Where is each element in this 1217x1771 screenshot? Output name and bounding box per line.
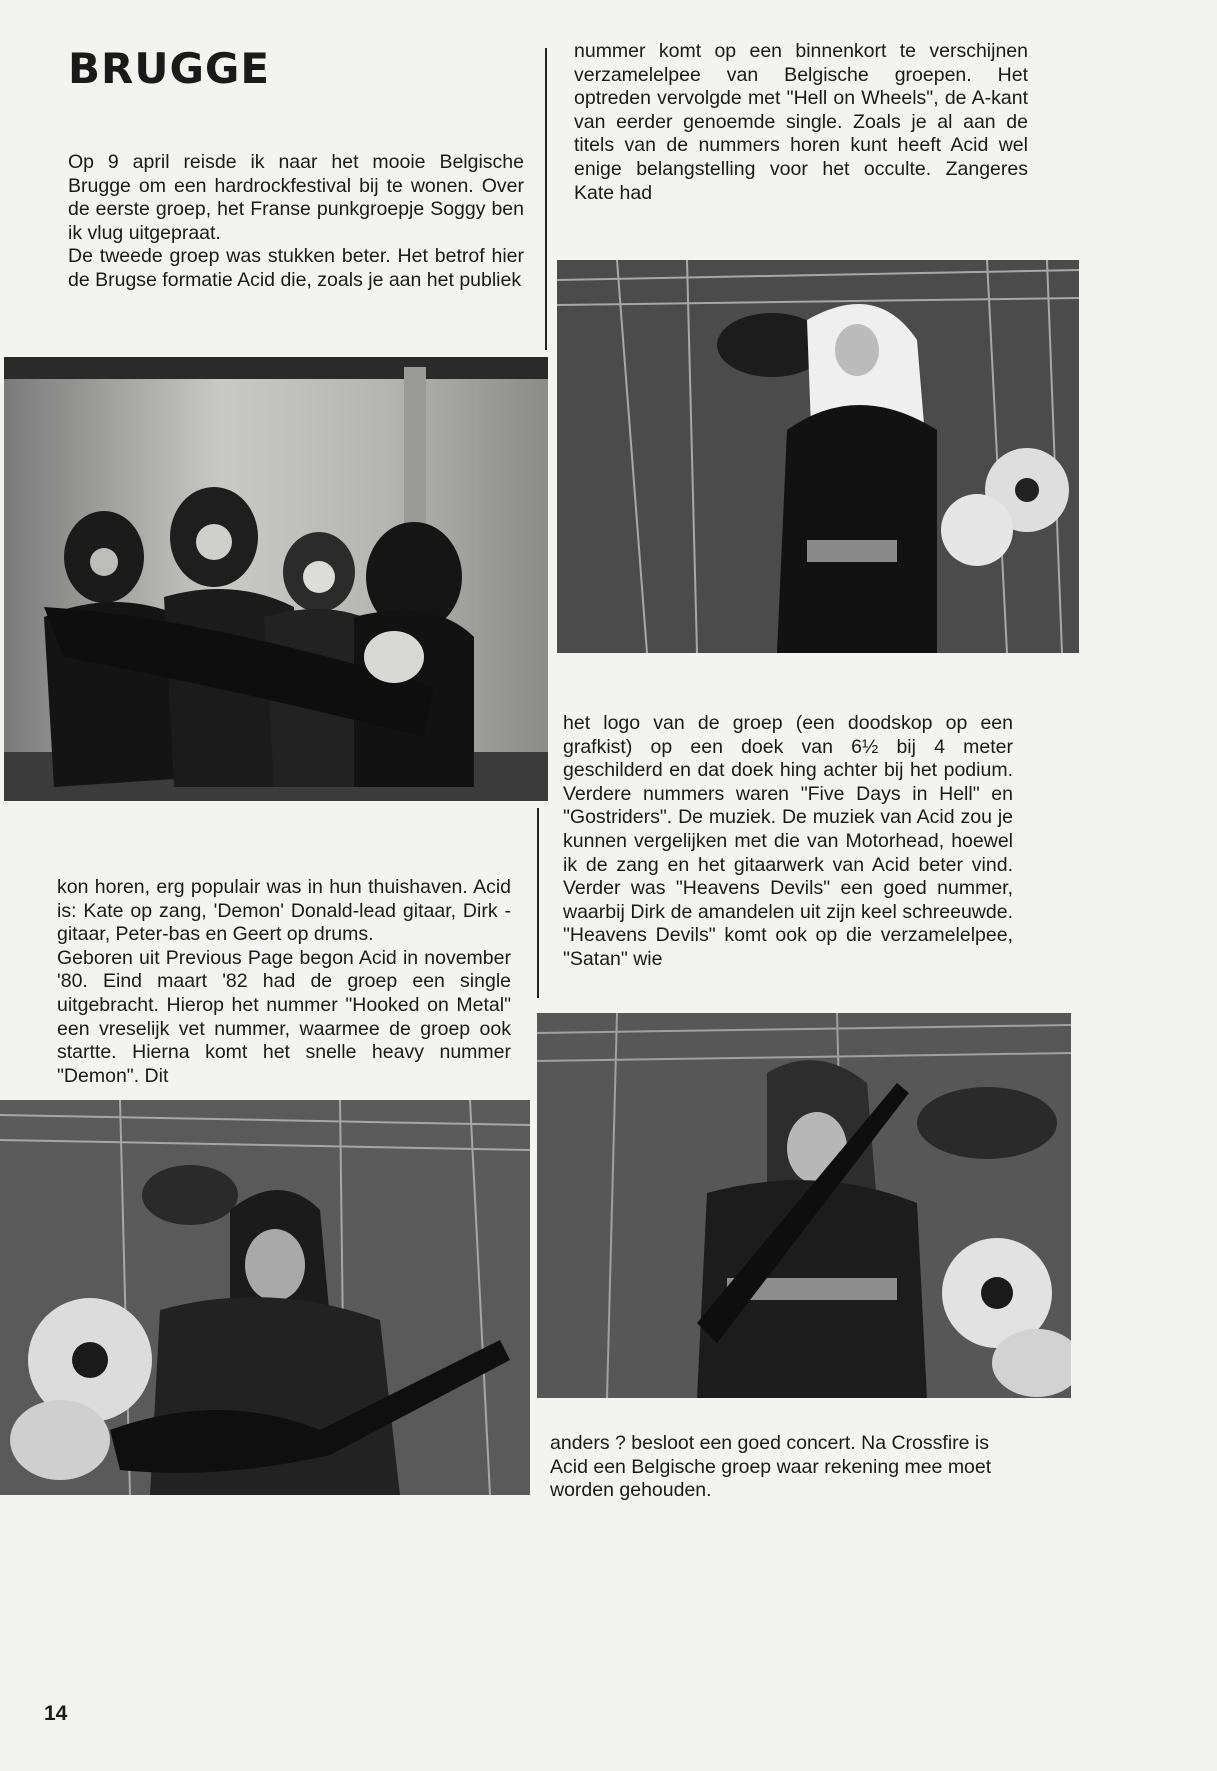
- paragraph: anders ? besloot een goed concert. Na Crossfire is Acid een Belgische groep waar rekening mee moet worden gehouden.: [550, 1432, 992, 1502]
- text-column-middle-right: [563, 712, 1013, 972]
- text-column-closing: [550, 1432, 1002, 1503]
- article-title: BRUGGE: [68, 44, 271, 93]
- text-column-intro: [68, 151, 524, 293]
- singer-stage-photo: [557, 260, 1079, 653]
- text-column-middle-left: [57, 876, 511, 1088]
- guitarist-with-drums-photo: [537, 1013, 1071, 1398]
- paragraph: Op 9 april reisde ik naar het mooie Belgische Brugge om een hardrockfestival bij te wonen. Over de eerste groep, het Franse punkgroepje Soggy ben ik vlug uitgepraat.: [68, 151, 524, 244]
- column-rule: [537, 808, 539, 998]
- guitarist-stage-photo: [0, 1100, 530, 1495]
- column-rule: [545, 48, 547, 350]
- paragraph: het logo van de groep (een doodskop op een grafkist) op een doek van 6½ bij 4 meter geschilderd en dat doek hing achter bij het podium. Verdere nummers waren "Five Days in Hell" en "Gostriders". De muziek. De muziek van Acid zou je kunnen vergelijken met die van Motorhead, hoewel ik de zang en het gitaarwerk van Acid beter vind. Verder was "Heavens Devils" een goed nummer, waarbij Dirk de amandelen uit zijn keel schreeuwde. "Heavens Devils" komt ook op die verzamelelpee, "Satan" wie: [563, 712, 1013, 970]
- paragraph: nummer komt op een binnenkort te verschijnen verzamelelpee van Belgische groepen. Het optreden vervolgde met "Hell on Wheels", de A-kant van eerder genoemde single. Zoals je al aan de titels van de nummers horen kunt heeft Acid wel enige belangstelling voor het occulte. Zangeres Kate had: [574, 40, 1028, 204]
- text-column-continued: [574, 40, 1028, 205]
- band-group-photo: [4, 357, 548, 801]
- paragraph: kon horen, erg populair was in hun thuishaven. Acid is: Kate op zang, 'Demon' Donald-lead gitaar, Dirk - gitaar, Peter-bas en Geert op drums.: [57, 876, 511, 946]
- page-number: 14: [44, 1702, 68, 1725]
- paragraph: Geboren uit Previous Page begon Acid in november '80. Eind maart '82 had de groep een single uitgebracht. Hierop het nummer "Hooked on Metal" een vreselijk vet nummer, waarmee de groep ook startte. Hierna komt het snelle heavy nummer "Demon". Dit: [57, 946, 511, 1087]
- paragraph: De tweede groep was stukken beter. Het betrof hier de Brugse formatie Acid die, zoals je aan het publiek: [68, 245, 524, 291]
